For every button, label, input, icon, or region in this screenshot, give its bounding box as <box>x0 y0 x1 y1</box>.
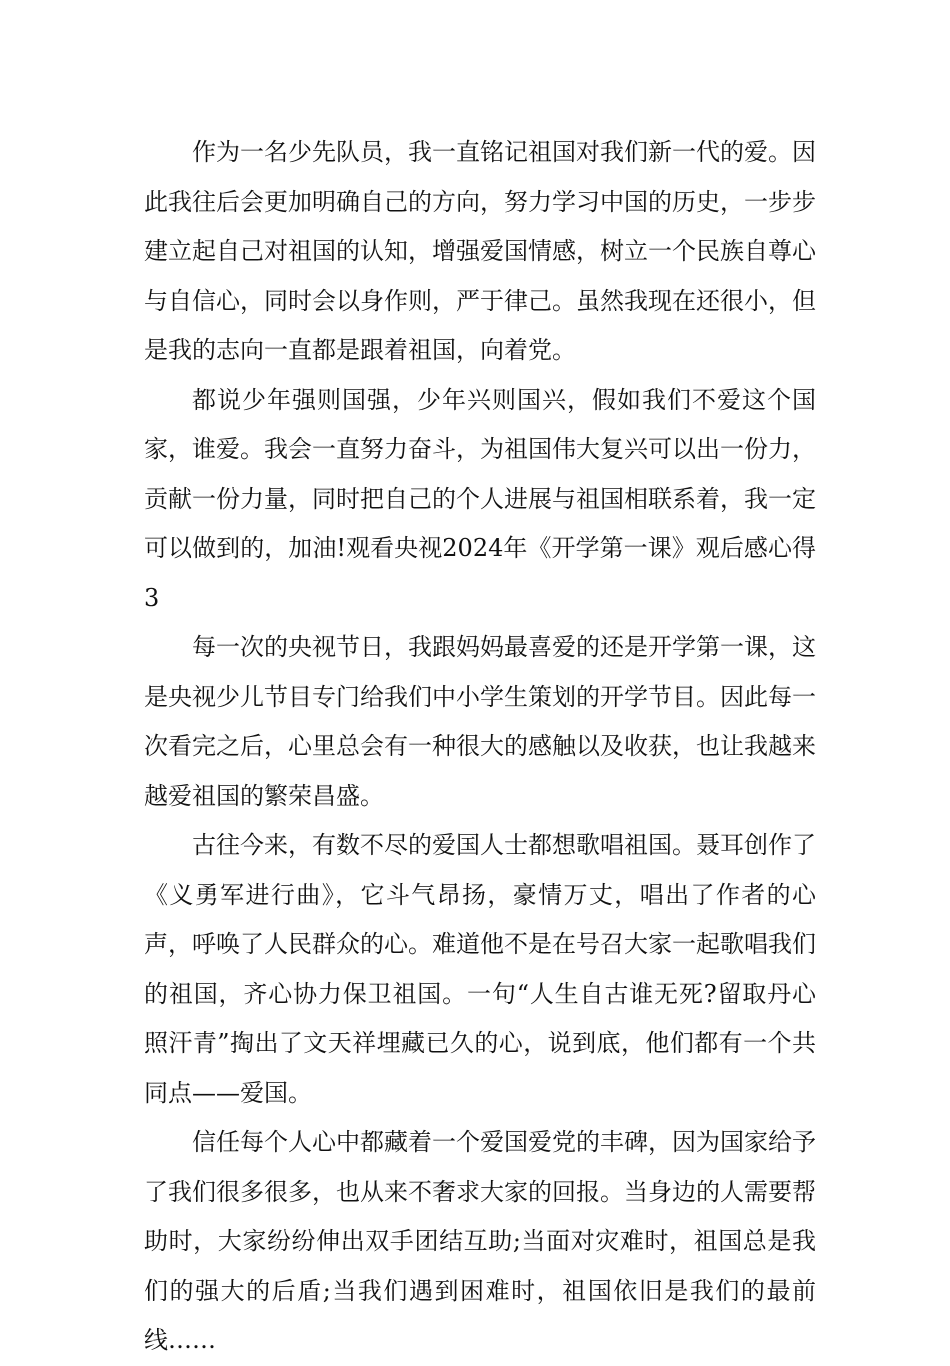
paragraph-4: 古往今来，有数不尽的爱国人士都想歌唱祖国。聂耳创作了《义勇军进行曲》，它斗气昂扬，豪情万丈，唱出了作者的心声，呼唤了人民群众的心。难道他不是在号召大家一起歌唱我们的祖国，齐心协力保卫祖国。一句“人生自古谁无死?留取丹心照汗青”掏出了文天祥埋藏已久的心，说到底，他们都有一个共同点——爱国。 <box>144 831 816 1107</box>
paragraph-2: 都说少年强则国强，少年兴则国兴，假如我们不爱这个国家，谁爱。我会一直努力奋斗，为祖国伟大复兴可以出一份力，贡献一份力量，同时把自己的个人进展与祖国相联系着，我一定可以做到的，加油!观看央视2024年《开学第一课》观后感心得3 <box>144 385 816 612</box>
paragraph-5: 信任每个人心中都藏着一个爱国爱党的丰碑，因为国家给予了我们很多很多，也从来不奢求大家的回报。当身边的人需要帮助时，大家纷纷伸出双手团结互助;当面对灾难时，祖国总是我们的强大的后盾;当我们遇到困难时，祖国依旧是我们的最前线…… <box>144 1128 816 1354</box>
document-body <box>144 128 816 1366</box>
paragraph-3: 每一次的央视节日，我跟妈妈最喜爱的还是开学第一课，这是央视少儿节目专门给我们中小学生策划的开学节目。因此每一次看完之后，心里总会有一种很大的感触以及收获，也让我越来越爱祖国的繁荣昌盛。 <box>144 633 816 810</box>
paragraph-1: 作为一名少先队员，我一直铭记祖国对我们新一代的爱。因此我往后会更加明确自己的方向，努力学习中国的历史，一步步建立起自己对祖国的认知，增强爱国情感，树立一个民族自尊心与自信心，同时会以身作则，严于律己。虽然我现在还很小，但是我的志向一直都是跟着祖国，向着党。 <box>144 138 816 364</box>
